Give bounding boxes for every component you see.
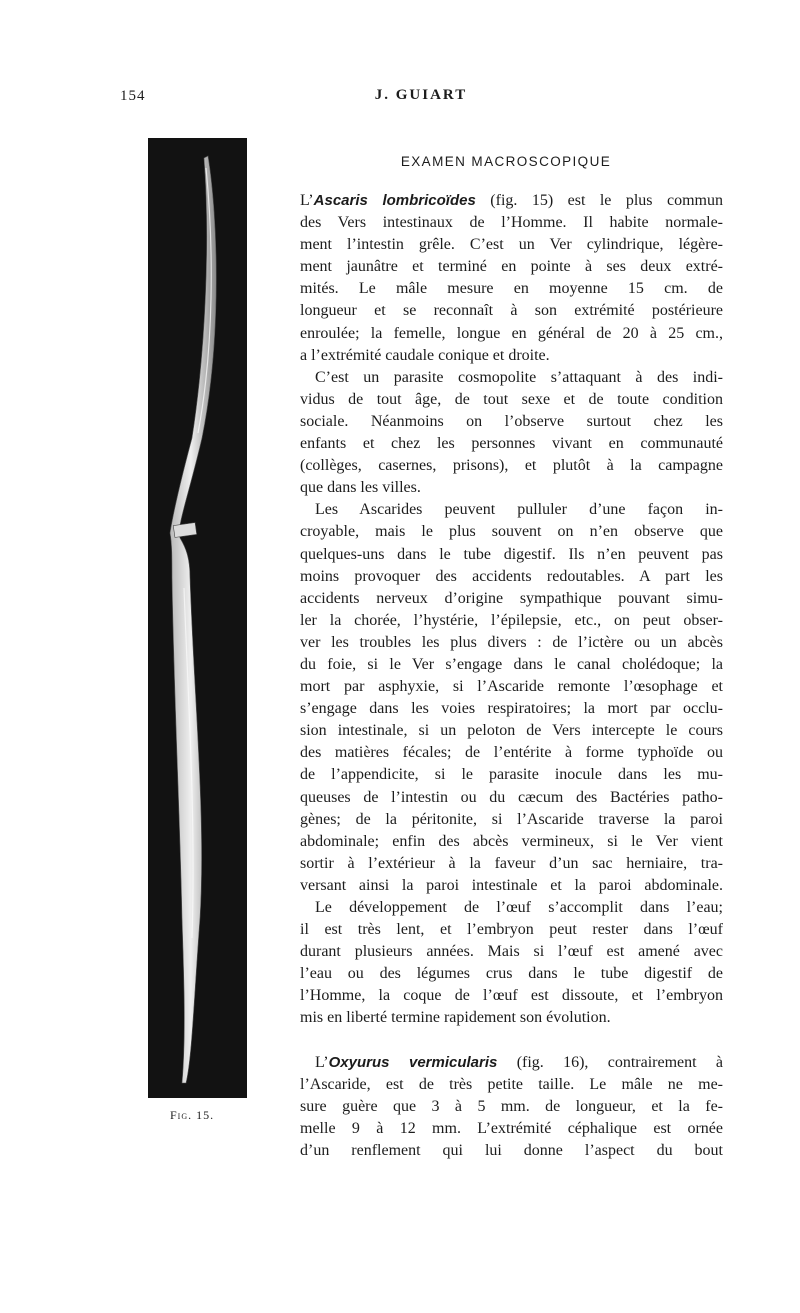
text-line: sure guère que 3 à 5 mm. de longueur, et la fe- <box>300 1097 723 1115</box>
ascaris-illustration <box>148 138 247 1098</box>
text-line: mort par asphyxie, si l’Ascaride remonte l’œsophage et <box>300 678 723 696</box>
text-line: que dans les villes. <box>300 479 421 497</box>
text-line: L’Ascaris lombricoïdes (fig. 15) est le plus commun <box>300 192 723 209</box>
text-line: abdominale; enfin des abcès vermineux, si le Ver vient <box>300 832 723 850</box>
running-head: J. GUIART <box>374 87 468 103</box>
text-line: mités. Le mâle mesure en moyenne 15 cm. de <box>300 280 723 298</box>
text-line: enfants et chez les personnes vivant en communauté <box>300 435 723 453</box>
text-line: croyable, mais le plus souvent on n’en observe que <box>300 523 723 541</box>
worm-body <box>170 156 216 1083</box>
text-line: Le développement de l’œuf s’accomplit dans l’eau; <box>315 899 723 916</box>
text-line: mis en liberté termine rapidement son évolution. <box>300 1009 611 1027</box>
text-line: gènes; de la péritonite, si l’Ascaride traverse la paroi <box>300 810 723 828</box>
text-line: sociale. Néanmoins on l’observe surtout chez les <box>300 412 723 430</box>
paragraph <box>300 190 723 367</box>
text-line: l’Homme, la coque de l’œuf est dissoute, et l’embryon <box>300 987 723 1005</box>
text-line: moins provoquer des accidents redoutables. A part les <box>300 567 723 585</box>
text-line: quelques-uns dans le tube digestif. Ils n’en peuvent pas <box>300 545 723 563</box>
text-line: s’engage dans les voies respiratoires; la mort par occlu- <box>300 700 723 718</box>
text-line: enroulée; la femelle, longue en général de 20 à 25 cm., <box>300 324 723 342</box>
figure-caption: Fig. 15. <box>170 1108 215 1122</box>
text-line: L’Oxyurus vermicularis (fig. 16), contrairement à <box>315 1053 723 1071</box>
text-line: de l’appendicite, si le parasite inocule dans les mu- <box>300 766 723 784</box>
text-line: l’eau ou des légumes crus dans le tube digestif de <box>300 965 723 983</box>
text-line: (collèges, casernes, prisons), et plutôt à la campagne <box>300 457 723 475</box>
text-line: des matières fécales; de l’entérite à forme typhoïde ou <box>300 744 723 762</box>
text-line: accidents nerveux d’origine sympathique pouvant simu- <box>300 589 723 607</box>
text-line: ler la chorée, l’hystérie, l’épilepsie, etc., on peut obser- <box>300 611 723 629</box>
text-line: melle 9 à 12 mm. L’extrémité céphalique est ornée <box>300 1119 723 1137</box>
text-line: l’Ascaride, est de très petite taille. Le mâle ne me- <box>300 1075 723 1093</box>
paragraph <box>300 367 723 500</box>
text-line: vidus de tout âge, de tout sexe et de toute condition <box>300 390 723 408</box>
text-line: sortir à l’extérieur à la faveur d’un sac herniaire, tra- <box>300 854 723 872</box>
text-line: ment l’intestin grêle. C’est un Ver cylindrique, légère- <box>300 236 723 254</box>
text-line: ver les troubles les plus divers : de l’ictère ou un abcès <box>300 633 723 651</box>
page-number: 154 <box>120 88 146 104</box>
text-line: C’est un parasite cosmopolite s’attaquant à des indi- <box>315 368 723 386</box>
text-line: du foie, si le Ver s’engage dans le canal cholédoque; la <box>300 655 723 673</box>
text-line: il est très lent, et l’embryon peut rester dans l’œuf <box>300 921 723 939</box>
text-line: durant plusieurs années. Mais si l’œuf est amené avec <box>300 943 723 961</box>
paragraph-gap <box>300 1030 723 1052</box>
text-line: Les Ascarides peuvent pulluler d’une façon in- <box>315 501 723 519</box>
paragraph <box>300 897 723 1030</box>
text-line: d’un renflement qui lui donne l’aspect du bout <box>300 1141 723 1159</box>
body-text <box>300 190 723 1162</box>
text-line: versant ainsi la paroi intestinale et la paroi abdominale. <box>300 876 723 894</box>
text-line: sion intestinale, si un peloton de Vers intercepte le cours <box>300 722 723 740</box>
text-line: des Vers intestinaux de l’Homme. Il habite normale- <box>300 214 723 232</box>
text-line: queuses de l’intestin ou du cæcum des Bactéries patho- <box>300 788 723 806</box>
text-line: a l’extrémité caudale conique et droite. <box>300 346 550 364</box>
paragraph <box>300 1052 723 1162</box>
section-title: EXAMEN MACROSCOPIQUE <box>400 154 612 169</box>
paragraph <box>300 499 723 897</box>
text-line: longueur et se reconnaît à son extrémité postérieure <box>300 302 723 320</box>
text-line: ment jaunâtre et terminé en pointe à ses deux extré- <box>300 258 723 276</box>
